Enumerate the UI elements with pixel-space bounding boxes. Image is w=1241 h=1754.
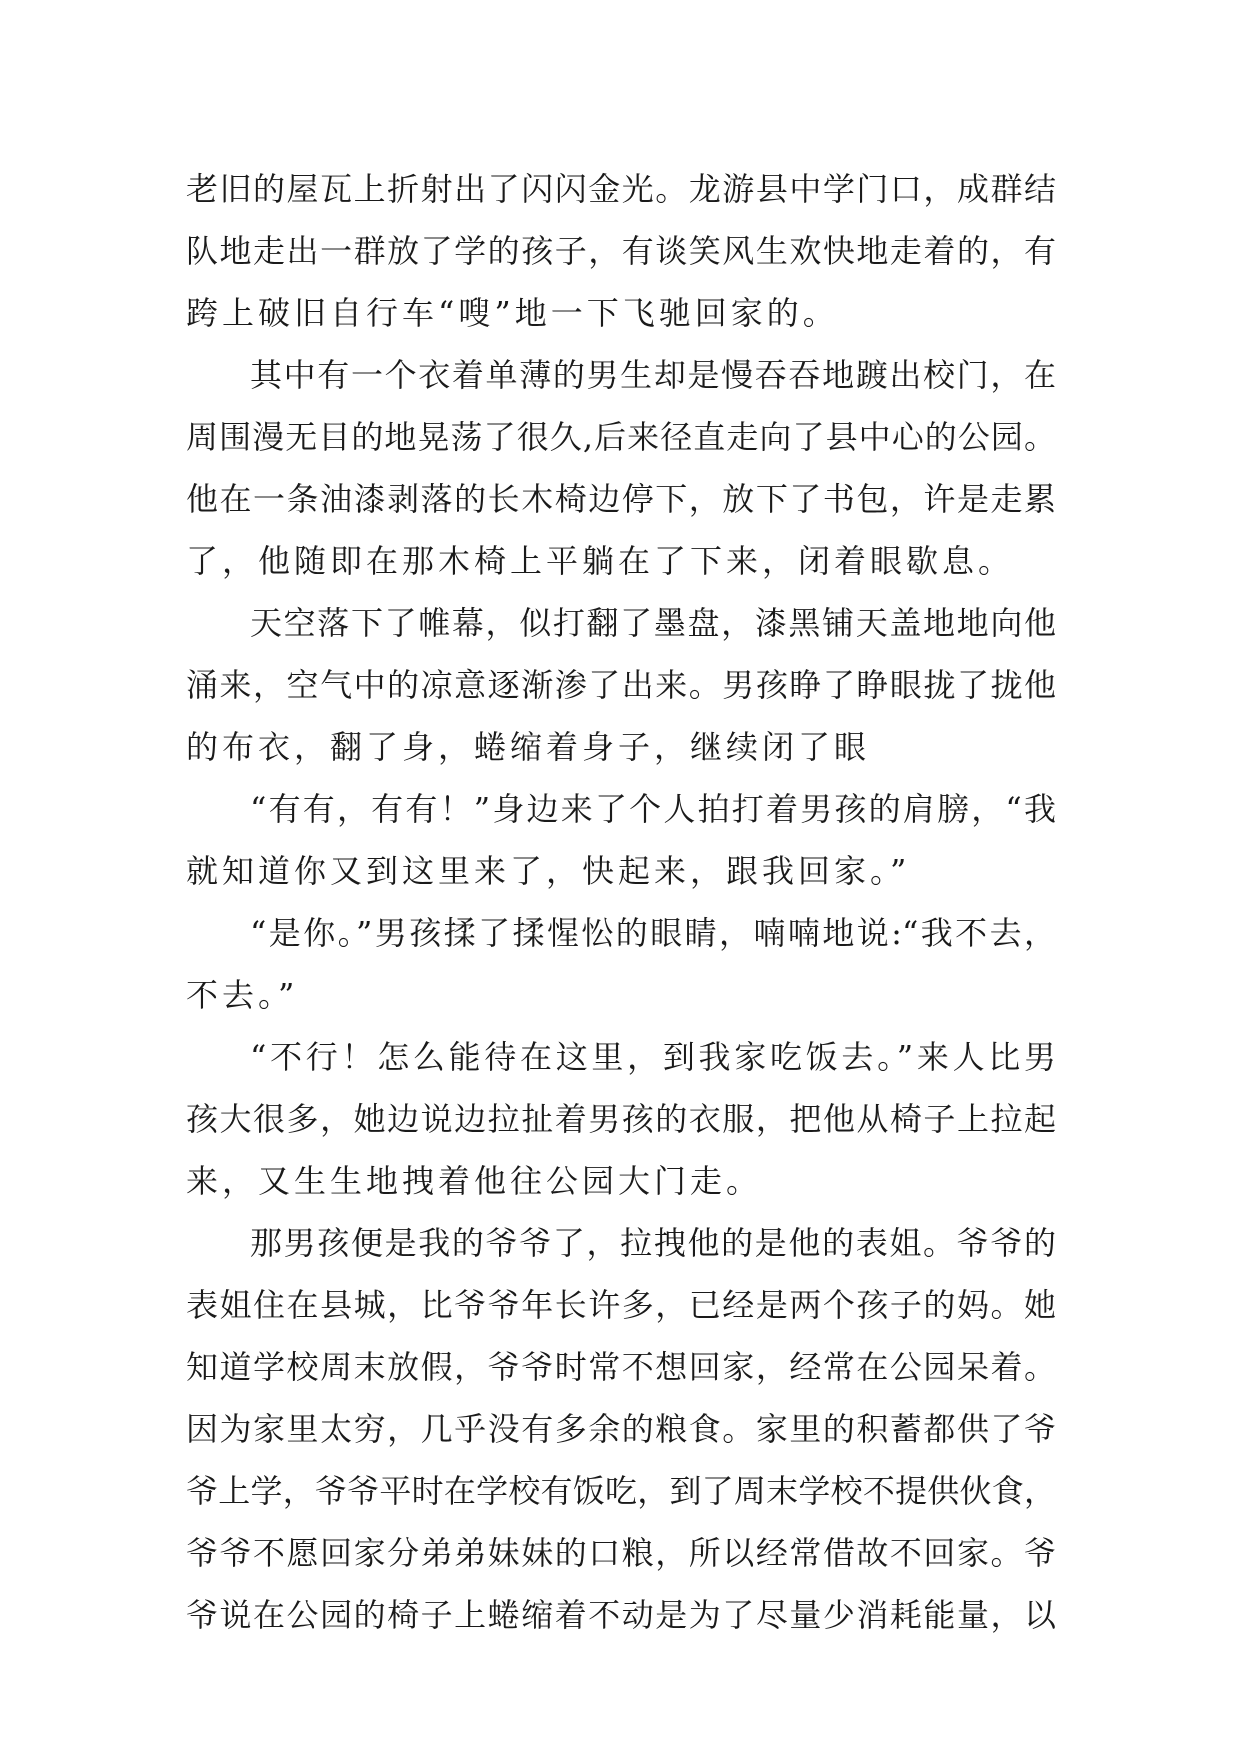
- text-line: 老旧的屋瓦上折射出了闪闪金光。龙游县中学门口，成群结: [186, 170, 1056, 208]
- text-line: 就知道你又到这里来了，快起来，跟我回家。”: [186, 852, 911, 890]
- text-line: 来，又生生地拽着他往公园大门走。: [186, 1162, 763, 1200]
- text-line: 跨上破旧自行车“嗖”地一下飞驰回家的。: [186, 294, 839, 332]
- text-line: 其中有一个衣着单薄的男生却是慢吞吞地踱出校门，在: [250, 356, 1056, 394]
- text-line: 因为家里太穷，几乎没有多余的粮食。家里的积蓄都供了爷: [186, 1410, 1056, 1448]
- text-line: 爷上学，爷爷平时在学校有饭吃，到了周末学校不提供伙食，: [186, 1472, 1056, 1510]
- text-line: “不行！怎么能待在这里，到我家吃饭去。”来人比男: [250, 1038, 1056, 1076]
- text-line: 周围漫无目的地晃荡了很久,后来径直走向了县中心的公园。: [186, 418, 1056, 456]
- text-line: 那男孩便是我的爷爷了，拉拽他的是他的表姐。爷爷的: [250, 1224, 1056, 1262]
- text-line: 队地走出一群放了学的孩子，有谈笑风生欢快地走着的，有: [186, 232, 1056, 270]
- text-line: 表姐住在县城，比爷爷年长许多，已经是两个孩子的妈。她: [186, 1286, 1056, 1324]
- text-line: 的布衣，翻了身，蜷缩着身子，继续闭了眼: [186, 728, 871, 766]
- text-line: 了，他随即在那木椅上平躺在了下来，闭着眼歇息。: [186, 542, 1015, 580]
- text-line: 孩大很多，她边说边拉扯着男孩的衣服，把他从椅子上拉起: [186, 1100, 1056, 1138]
- text-line: “有有，有有！”身边来了个人拍打着男孩的肩膀，“我: [250, 790, 1056, 828]
- text-line: “是你。”男孩揉了揉惺忪的眼睛，喃喃地说:“我不去，: [250, 914, 1056, 952]
- text-line: 天空落下了帷幕，似打翻了墨盘，漆黑铺天盖地地向他: [250, 604, 1056, 642]
- text-line: 他在一条油漆剥落的长木椅边停下，放下了书包，许是走累: [186, 480, 1056, 518]
- body-text: [186, 158, 1056, 1646]
- text-line: 涌来，空气中的凉意逐渐渗了出来。男孩睁了睁眼拢了拢他: [186, 666, 1056, 704]
- text-line: 知道学校周末放假，爷爷时常不想回家，经常在公园呆着。: [186, 1348, 1056, 1386]
- text-line: 爷说在公园的椅子上蜷缩着不动是为了尽量少消耗能量，以: [186, 1596, 1056, 1634]
- text-line: 不去。”: [186, 976, 299, 1014]
- text-line: 爷爷不愿回家分弟弟妹妹的口粮，所以经常借故不回家。爷: [186, 1534, 1056, 1572]
